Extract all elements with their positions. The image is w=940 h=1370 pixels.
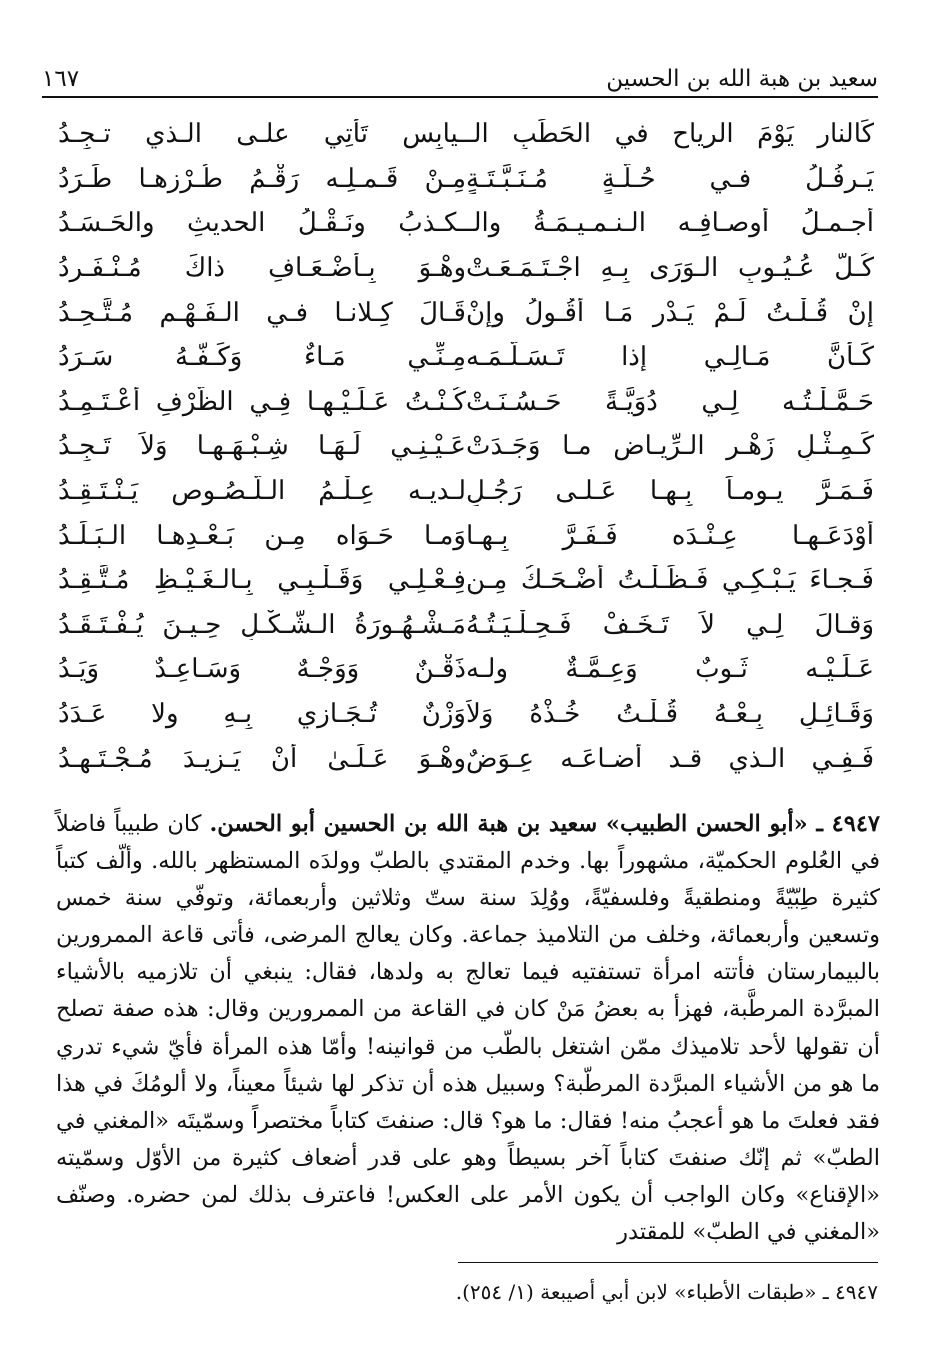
verse-first-hemistich: أَوْدَعَـهـا عِـنْـدَه فَـفَـرَّ بِـهـا [466,520,874,551]
verse-first-hemistich: عَـلَـيْـه ثَـوبٌ وَعِـمَّـةٌ ولـه [466,654,874,685]
verse-first-hemistich: كَـمِـثْـلِ زَهْـرِ الـرِّيـاضِ مـا وَجَـدَتْ [466,431,874,462]
verse-second-hemistich: ذَقْـنٌ وَوَجْـهٌ وَسَـاعِـدٌ وَيَـدُ [58,654,466,685]
poem-block [58,112,874,781]
verse-first-hemistich: فَـجـاءَ يَـبْـكِـي فَـظَـلْـتُ أَضْـحَـكُ مِـن [466,565,874,596]
verse-line [58,201,874,246]
running-title: سعيد بن هبة الله بن الحسين [606,66,878,92]
verse-first-hemistich: وَقَـائِـلٍ بِـعْـهُ قُـلْـتُ خُـذْهُ وَلاَ [466,699,874,730]
entry-body: كان طبيباً فاضلاً في العُلوم الحكميّة، مشهوراً بها. وخدم المقتدي بالطبّ وولدَه المستظهر بالله. وألّف كتباً كثيرة طِبّيّةً ومنطقيةً وفلسفيّةً، ووُلِدَ سنة ستّ وثلاثين وأربعمائة، وتوفّي سنة خمس وتسعين وأربعمائة، وخلف من التلاميذ جماعة. وكان يعالج المرضى، فأتى قاعة الممرورين بالبيمارستان فأتته امرأة تستفتيه فيما تعالج به ولدها، فقال: ينبغي أن تلازميه بالأشياء المبرَّدة المرطَّبة، فهزأ به بعضُ مَنْ كان في القاعة من الممرورين وقال: هذه صفة تصلح أن تقولها لأحد تلاميذك ممّن اشتغل بالطّب من قوانينه! وأمّا هذه المرأة فأيّ شيء تدري ما هو من الأشياء المبرَّدة المرطّبة؟ وسبيل هذه أن تذكر لها شيئاً معيناً، ولا ألومُكَ في هذا فقد فعلتَ ما هو أعجبُ منه! فقال: ما هو؟ قال: صنفتَ كتاباً مختصراً وسمّيتَه «المغني في الطبّ» ثم إنّك صنفتَ كتاباً آخر بسيطاً وهو على قدر أضعاف كثيرة من الأوّل وسمّيته «الإقناع» وكان الواجب أن يكون الأمر على العكس! فاعترف بذلك لمن حضره. وصنّف «المغني في الطبّ» للمقتدر [56,811,880,1246]
verse-first-hemistich: فَـفِـي الـذي قـد أضـاعَـه عِـوَضٌ [466,743,874,774]
verse-line [58,424,874,469]
verse-first-hemistich: فَـمَـرَّ يـومـاً بِـهـا عَـلـى رَجُـلٍ [466,476,874,507]
footnote-rule [458,1262,878,1263]
entry-heading: ٤٩٤٧ ـ «أبو الحسن الطبيب» سعيد بن هبة الله بن الحسين أبو الحسن. [209,811,881,837]
verse-line [58,335,874,380]
verse-line [58,603,874,648]
verse-first-hemistich: كُـلُّ عُـيُـوبِ الـوَرَى بِـهِ اجْـتَـمَـعَـتْ [466,253,874,284]
verse-line [58,513,874,558]
verse-line [58,290,874,335]
verse-first-hemistich: أجـمـلُ أوصـافِـه الـنـمـيـمَـةُ والـ [466,208,874,239]
verse-line [58,647,874,692]
verse-second-hemistich: وهْـوَ بِـأَضْـعَـافِ ذاكَ مُـنْـفَـرِدُ [58,253,466,284]
verse-second-hemistich: قَـالَ كِـلانـا فـي الـفَـهْـمِ مُـتَّـحِـدُ [58,297,466,328]
verse-first-hemistich: إنْ قُـلْـتُ لَـمْ يَـدْرِ مَـا أَقُـولُ وإنْ [466,297,874,328]
verse-second-hemistich: كُـنْـتُ عَـلَـيْـهـا فِـي الظَّرْفِ أَعْـتَـمِـدُ [58,386,466,417]
header-rule [42,96,878,98]
verse-second-hemistich: مِـنْ قَـمـلِـه رَقْـمُ طُـرْزِهـا طَـرَدُ [58,163,466,194]
verse-line [58,380,874,425]
page-number: ١٦٧ [42,66,80,92]
verse-first-hemistich: يَـرفُـلُ فـي حُـلَّـةٍ مُـنَـبَّـتَـةٍ [466,163,874,194]
verse-line [58,558,874,603]
verse-second-hemistich: وَزْنٌ تُـجَـازِي بِـهِ ولا عَـدَدُ [58,699,466,730]
verse-second-hemistich: وهْـوَ عَـلَـىٰ أنْ يَـزِيـدَ مُـجْـتَـهِـدُ [58,743,466,774]
verse-first-hemistich: حَـمَّـلْـتُـه لِـي دُوَيَّـةً حَـسُـنَـتْ [466,386,874,417]
footnote: ٤٩٤٧ ـ «طبقات الأطباء» لابن أبي أصيبعة (١/ ٢٥٤). [455,1280,878,1304]
verse-second-hemistich: وَمـا حَـوَاه مِـن بَـعْـدِهـا الـبَـلَـدُ [58,520,466,551]
verse-second-hemistich: مِـنِّـي مَـاءٌ وَكَـفُّـهُ سَـرَدُ [58,342,466,373]
verse-line [58,112,874,157]
verse-line [58,469,874,514]
verse-second-hemistich: فِـعْـلِـي وَقَـلْـبِـي بِـالـغَـيْـظِ مُـتَّـقِـدُ [58,565,466,596]
verse-second-hemistich: عَـيْـنِـي لَـهَـا شِـبْـهَـهـا وَلاَ تَـجِـدُ [58,431,466,462]
verse-line [58,736,874,781]
biography-entry [56,806,880,1251]
verse-second-hemistich: ـكـذبُ ونَـقْـلُ الحديثِ والحَـسَـدُ [58,208,466,239]
verse-first-hemistich: كَـأَنَّ مَـالِـي إذا تَـسَـلَّـمَـه [466,342,874,373]
verse-line [58,246,874,291]
verse-line [58,157,874,202]
verse-line [58,692,874,737]
running-header [42,52,878,92]
verse-first-hemistich: وَقـالَ لِـي لاَ تَـخَـفْ فَـحِـلْـيَـتُـهُ [466,609,874,640]
verse-second-hemistich: لـديـه عِـلْـمُ الـلُّـصُـوصِ يَـنْـتَـقِـدُ [58,476,466,507]
verse-second-hemistich: مَـشْـهُـورَةُ الـشَّـكْـلِ حِـيـنَ يُـفْـتَـقَـدُ [58,609,466,640]
verse-second-hemistich: ـيابِسِ تَأْتِي علـى الـذي تـجِـدُ [58,119,466,150]
verse-first-hemistich: كَالنارِ يَوْمَ الرياحِ في الحَطَبِ الـ [466,119,874,150]
